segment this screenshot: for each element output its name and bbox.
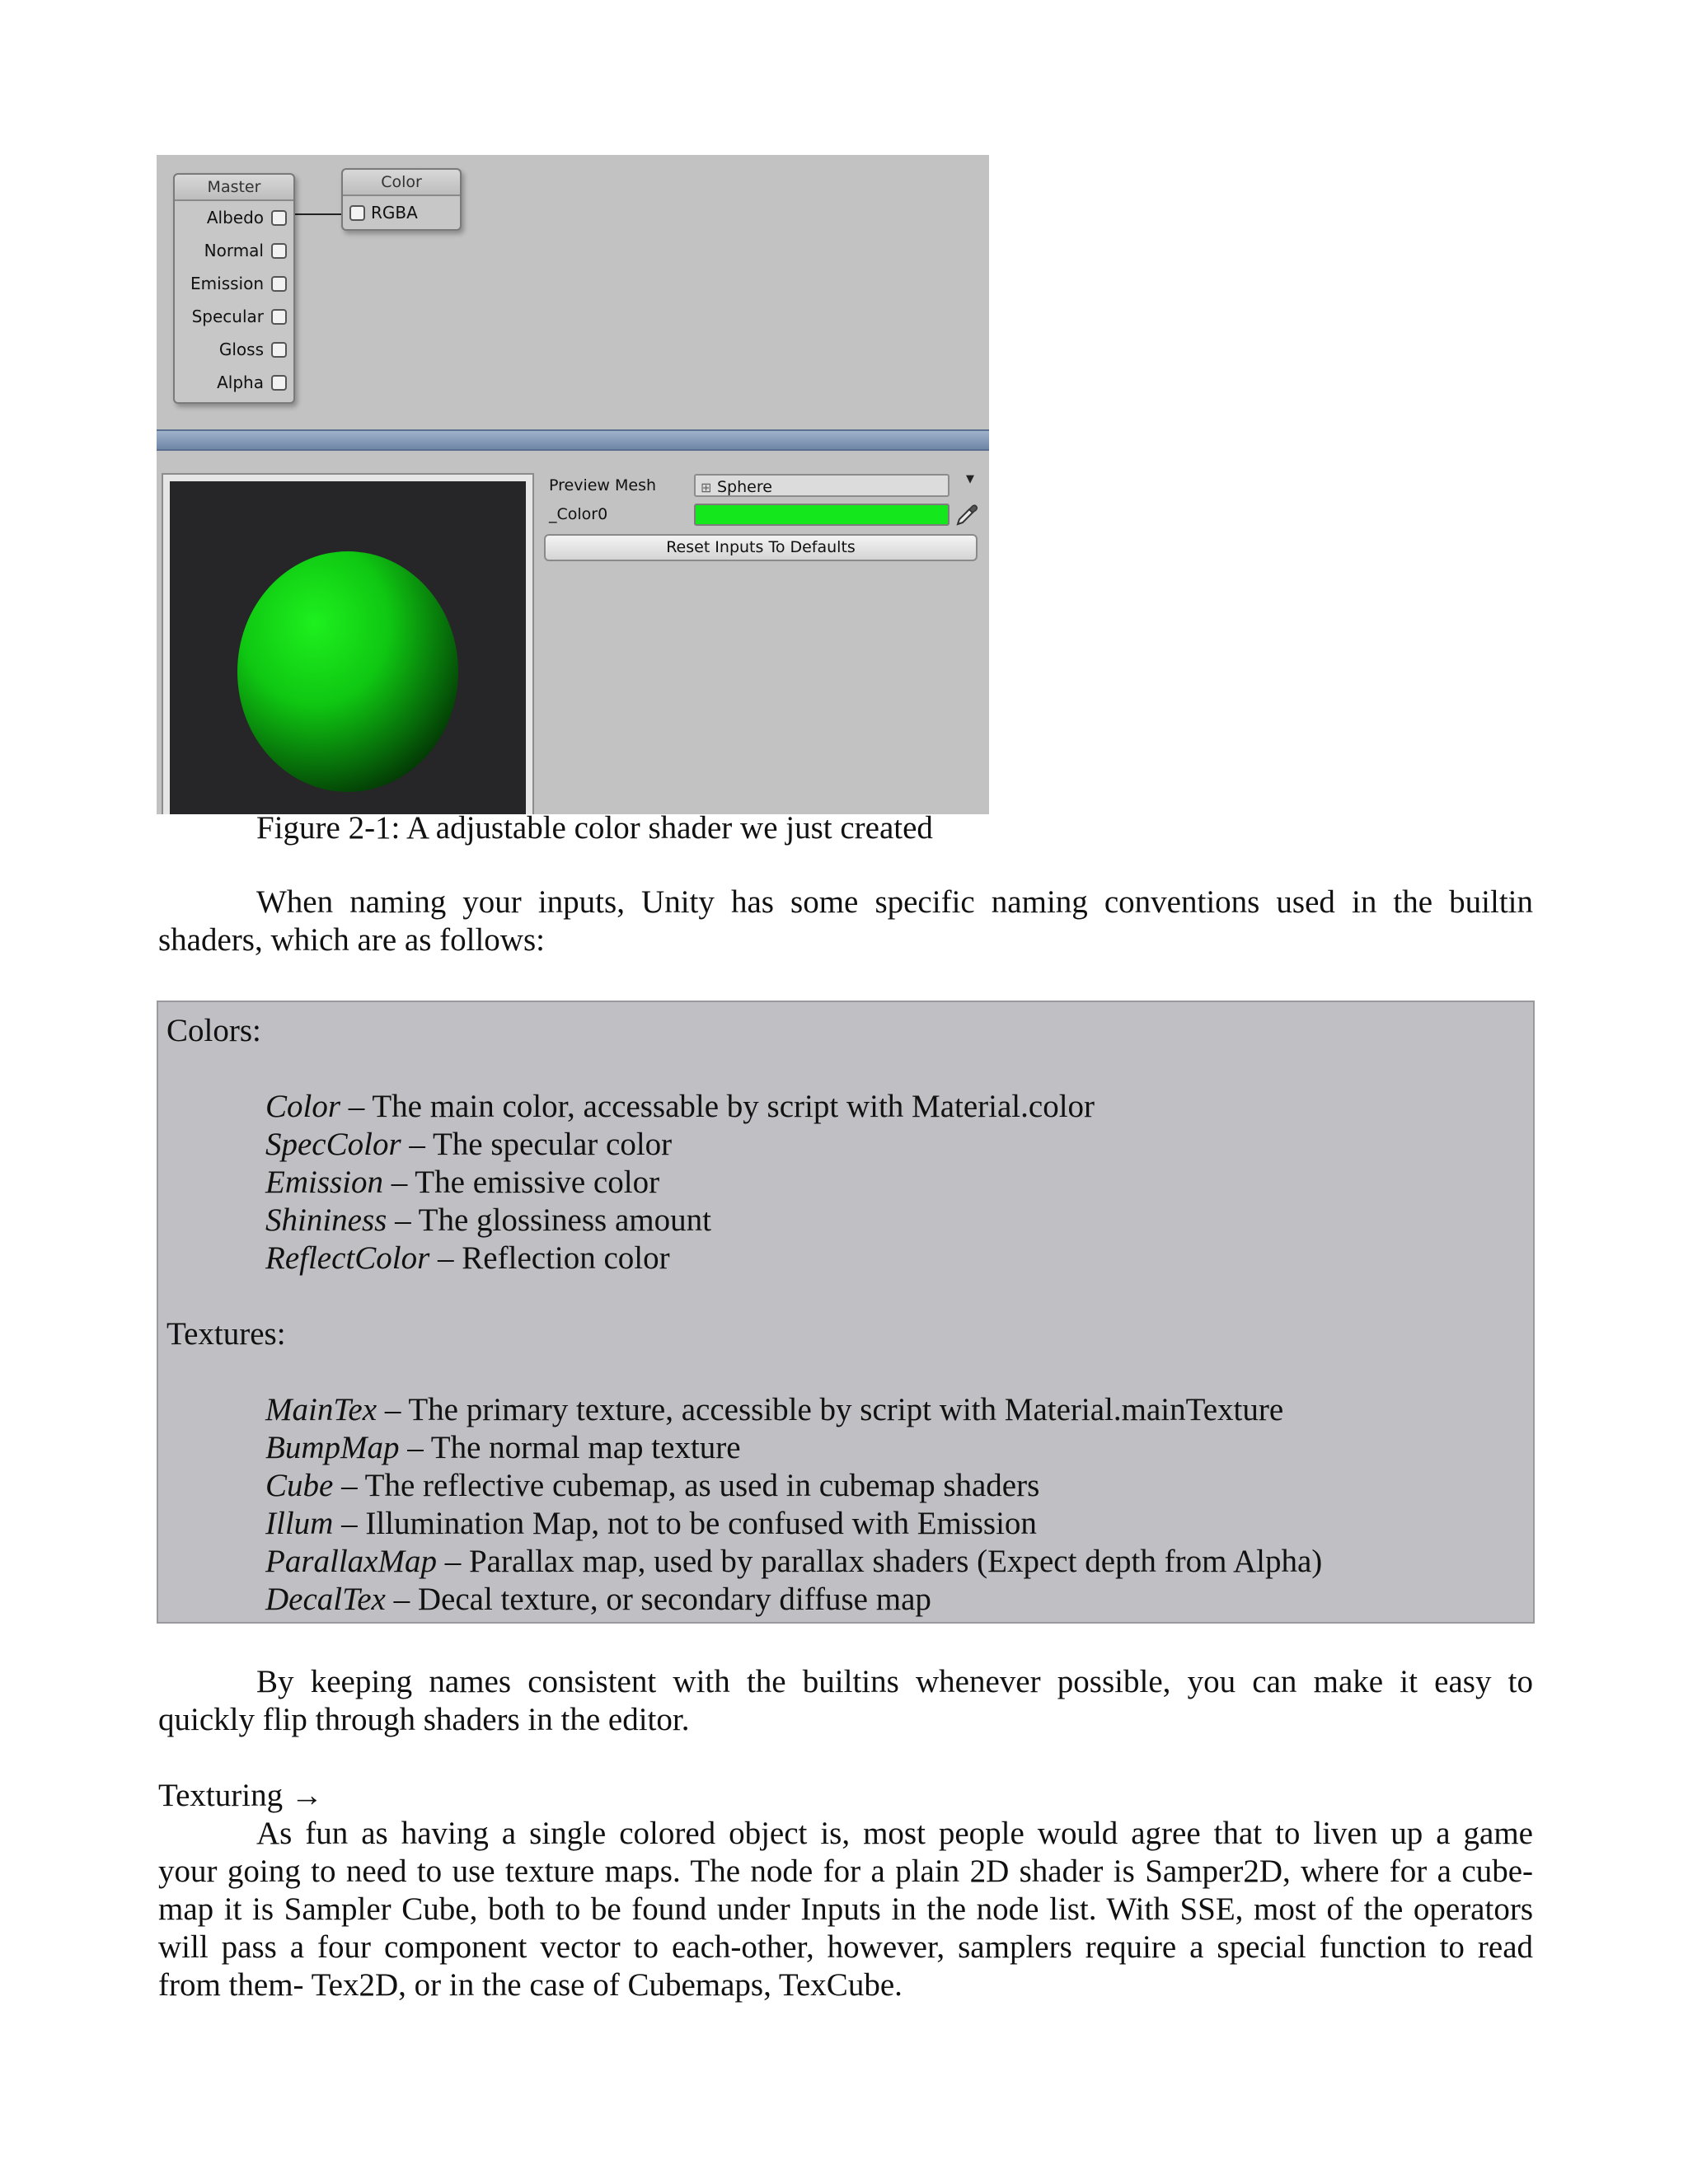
term: ParallaxMap <box>265 1544 437 1579</box>
intro-paragraph-line-2: shaders, which are as follows: <box>158 922 545 958</box>
texturing-paragraph-line-5: from them- Tex2D, or in the case of Cubemaps, TexCube. <box>158 1967 903 2003</box>
term: SpecColor <box>265 1127 401 1162</box>
description: – The glossiness amount <box>387 1202 711 1238</box>
description: – The emissive color <box>383 1165 660 1200</box>
textures-heading: Textures: <box>166 1316 286 1352</box>
colors-heading: Colors: <box>166 1013 261 1048</box>
texturing-heading: Texturing → <box>158 1778 323 1813</box>
panel-splitter[interactable] <box>157 429 989 451</box>
description: – The specular color <box>401 1127 673 1162</box>
master-port-albedo[interactable] <box>175 201 293 234</box>
mesh-icon: ⊞ <box>701 480 712 495</box>
master-port-gloss[interactable] <box>175 333 293 366</box>
description: – Decal texture, or secondary diffuse map <box>385 1582 931 1617</box>
eyedropper-icon[interactable] <box>954 501 979 527</box>
list-item-reflectcolor <box>265 1240 670 1277</box>
term: Emission <box>265 1165 384 1200</box>
port-label: Albedo <box>206 208 264 227</box>
input-socket-icon[interactable] <box>271 276 287 292</box>
texturing-paragraph-line-3: map it is Sampler Cube, both to be found under Inputs in the node list. With SSE, most of the operators <box>158 1891 1533 1927</box>
master-port-normal[interactable] <box>175 234 293 267</box>
description: – The reflective cubemap, as used in cubemap shaders <box>333 1468 1040 1503</box>
preview-viewport[interactable] <box>170 481 526 814</box>
term: ReflectColor <box>265 1240 430 1276</box>
output-socket-icon[interactable] <box>349 205 365 221</box>
master-port-specular[interactable] <box>175 300 293 333</box>
port-label: Specular <box>191 307 264 326</box>
preview-mesh-label: Preview Mesh <box>549 476 657 494</box>
term: Color <box>265 1089 341 1124</box>
master-node[interactable] <box>173 173 295 404</box>
term: Shininess <box>265 1202 387 1238</box>
list-item-decaltex <box>265 1581 931 1619</box>
reset-inputs-button[interactable]: Reset Inputs To Defaults <box>544 534 978 561</box>
preview-mesh-dropdown[interactable] <box>694 474 950 497</box>
preview-sphere <box>170 481 526 814</box>
dropdown-arrow-icon[interactable]: ▼ <box>966 473 974 485</box>
description: – The normal map texture <box>399 1430 741 1465</box>
port-label: Alpha <box>217 373 264 392</box>
master-port-emission[interactable] <box>175 267 293 300</box>
list-item-cube <box>265 1467 1039 1505</box>
consistency-paragraph-line-2: quickly flip through shaders in the editor. <box>158 1702 690 1737</box>
color-property-label: _Color0 <box>549 505 608 523</box>
term: Illum <box>265 1506 334 1541</box>
port-label: Normal <box>204 241 264 260</box>
description: – Illumination Map, not to be confused with Emission <box>333 1506 1037 1541</box>
description: – The primary texture, accessible by script with Material.mainTexture <box>377 1392 1284 1427</box>
list-item-bumpmap <box>265 1429 741 1467</box>
preview-panel <box>162 473 534 814</box>
texturing-paragraph-line-4: will pass a four component vector to each-other, however, samplers require a special function to read <box>158 1929 1533 1965</box>
port-label: Emission <box>190 274 264 293</box>
master-port-alpha[interactable] <box>175 366 293 399</box>
description: – Parallax map, used by parallax shaders (Expect depth from Alpha) <box>436 1544 1323 1579</box>
term: DecalTex <box>265 1582 386 1617</box>
list-item-speccolor <box>265 1126 672 1164</box>
intro-paragraph-line-1: When naming your inputs, Unity has some specific naming conventions used in the builtin <box>256 884 1533 920</box>
input-socket-icon[interactable] <box>271 243 287 259</box>
color-port-rgba[interactable] <box>343 196 460 229</box>
input-socket-icon[interactable] <box>271 342 287 358</box>
list-item-color <box>265 1088 1095 1126</box>
texturing-paragraph-line-1: As fun as having a single colored object is, most people would agree that to liven up a game <box>256 1816 1533 1851</box>
color-node[interactable] <box>341 168 462 231</box>
list-item-shininess <box>265 1202 711 1240</box>
description: – The main color, accessable by script with Material.color <box>340 1089 1095 1124</box>
description: – Reflection color <box>429 1240 670 1276</box>
preview-mesh-value: Sphere <box>717 478 772 496</box>
texturing-paragraph-line-2: your going to need to use texture maps. The node for a plain 2D shader is Samper2D, where for a cube- <box>158 1854 1533 1889</box>
term: Cube <box>265 1468 334 1503</box>
term: MainTex <box>265 1392 377 1427</box>
list-item-maintex <box>265 1391 1283 1429</box>
term: BumpMap <box>265 1430 400 1465</box>
color-swatch-field[interactable] <box>694 504 950 526</box>
naming-conventions-box <box>157 1001 1535 1624</box>
port-label: Gloss <box>218 340 264 359</box>
master-node-title: Master <box>175 175 293 201</box>
port-label: RGBA <box>371 203 418 223</box>
input-socket-icon[interactable] <box>271 375 287 391</box>
list-item-illum <box>265 1505 1037 1543</box>
figure-caption: Figure 2-1: A adjustable color shader we just created <box>256 810 933 846</box>
input-socket-icon[interactable] <box>271 210 287 226</box>
shader-editor-screenshot <box>157 155 989 814</box>
color-node-title: Color <box>343 170 460 196</box>
consistency-paragraph-line-1: By keeping names consistent with the builtins whenever possible, you can make it easy to <box>256 1664 1533 1699</box>
list-item-emission <box>265 1164 659 1202</box>
input-socket-icon[interactable] <box>271 309 287 325</box>
list-item-parallaxmap <box>265 1543 1322 1581</box>
